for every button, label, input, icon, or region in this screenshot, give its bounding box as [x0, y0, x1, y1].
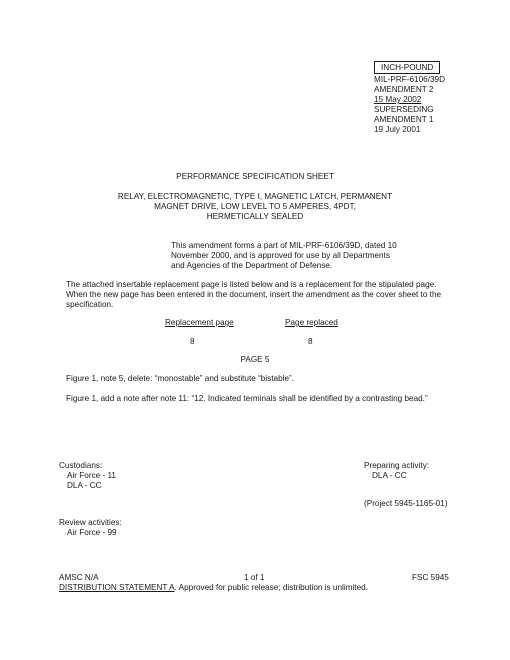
sheet-type-heading [0, 172, 510, 182]
standard-label: INCH-POUND [381, 63, 434, 72]
review-activities-label: Review activities: [59, 518, 122, 527]
distribution-statement-text: . Approved for public release; distribution is unlimited. [174, 583, 368, 592]
page-replaced-value: 8 [308, 337, 313, 346]
superseding-label: SUPERSEDING [374, 105, 434, 114]
custodian-item: Air Force - 11 [67, 471, 116, 480]
intro-paragraph [171, 241, 397, 271]
distribution-statement-label: DISTRIBUTION STATEMENT A [59, 583, 175, 592]
project-number: (Project 5945-1165-01) [364, 499, 448, 508]
preparing-activity-label: Preparing activity: [364, 461, 430, 470]
superseded-amendment: AMENDMENT 1 [374, 115, 434, 124]
document-id: MIL-PRF-6106/39D [374, 75, 445, 84]
preparing-activity-value: DLA - CC [372, 471, 407, 480]
intro-line-1: This amendment forms a part of MIL-PRF-6106/39D, dated 10 [171, 241, 397, 250]
amsc-label: AMSC N/A [59, 573, 99, 582]
change-item-1: Figure 1, note 5, delete: “monostable” and substitute “bistable”. [66, 374, 295, 383]
intro-line-3: and Agencies of the Department of Defense. [171, 261, 333, 270]
document-header [374, 75, 445, 135]
page-heading [0, 355, 510, 365]
change-item-2: Figure 1, add a note after note 11: “12. Indicated terminals shall be identified by a contrasting bead.” [66, 394, 428, 403]
replacement-page-value: 8 [190, 337, 195, 346]
custodians-label: Custodians: [59, 461, 103, 470]
title-line-3: HERMETICALLY SEALED [206, 212, 304, 221]
document-title [0, 192, 510, 222]
title-line-2: MAGNET DRIVE, LOW LEVEL TO 5 AMPERES, 4PDT, [154, 202, 356, 211]
sheet-type-text: PERFORMANCE SPECIFICATION SHEET [176, 172, 334, 181]
instructions-line-3: specification. [66, 300, 114, 309]
page-replaced-header: Page replaced [285, 318, 338, 327]
distribution-statement [59, 583, 368, 593]
title-line-1: RELAY, ELECTROMAGNETIC, TYPE I, MAGNETIC LATCH, PERMANENT [117, 192, 393, 201]
amendment-number: AMENDMENT 2 [374, 85, 434, 94]
replacement-page-header: Replacement page [165, 318, 234, 327]
intro-line-2: November 2000, and is approved for use by all Departments [171, 251, 390, 260]
custodian-item: DLA - CC [67, 481, 102, 490]
instructions-paragraph [66, 280, 441, 310]
superseded-date: 19 July 2001 [374, 125, 421, 134]
amendment-date: 15 May 2002 [374, 95, 422, 104]
instructions-line-2: When the new page has been entered in the document, insert the amendment as the cover sheet to the [66, 290, 442, 299]
page-heading-text: PAGE 5 [240, 355, 270, 364]
page-count: 1 of 1 [244, 573, 265, 582]
custodians-block [59, 461, 116, 491]
preparing-activity-block [364, 461, 429, 481]
fsc-code: FSC 5945 [412, 573, 449, 582]
review-activities-block [59, 518, 122, 538]
inch-pound-box [374, 61, 440, 74]
instructions-line-1: The attached insertable replacement page is listed below and is a replacement for the stipulated page. [66, 280, 437, 289]
review-activity-item: Air Force - 99 [67, 528, 117, 537]
